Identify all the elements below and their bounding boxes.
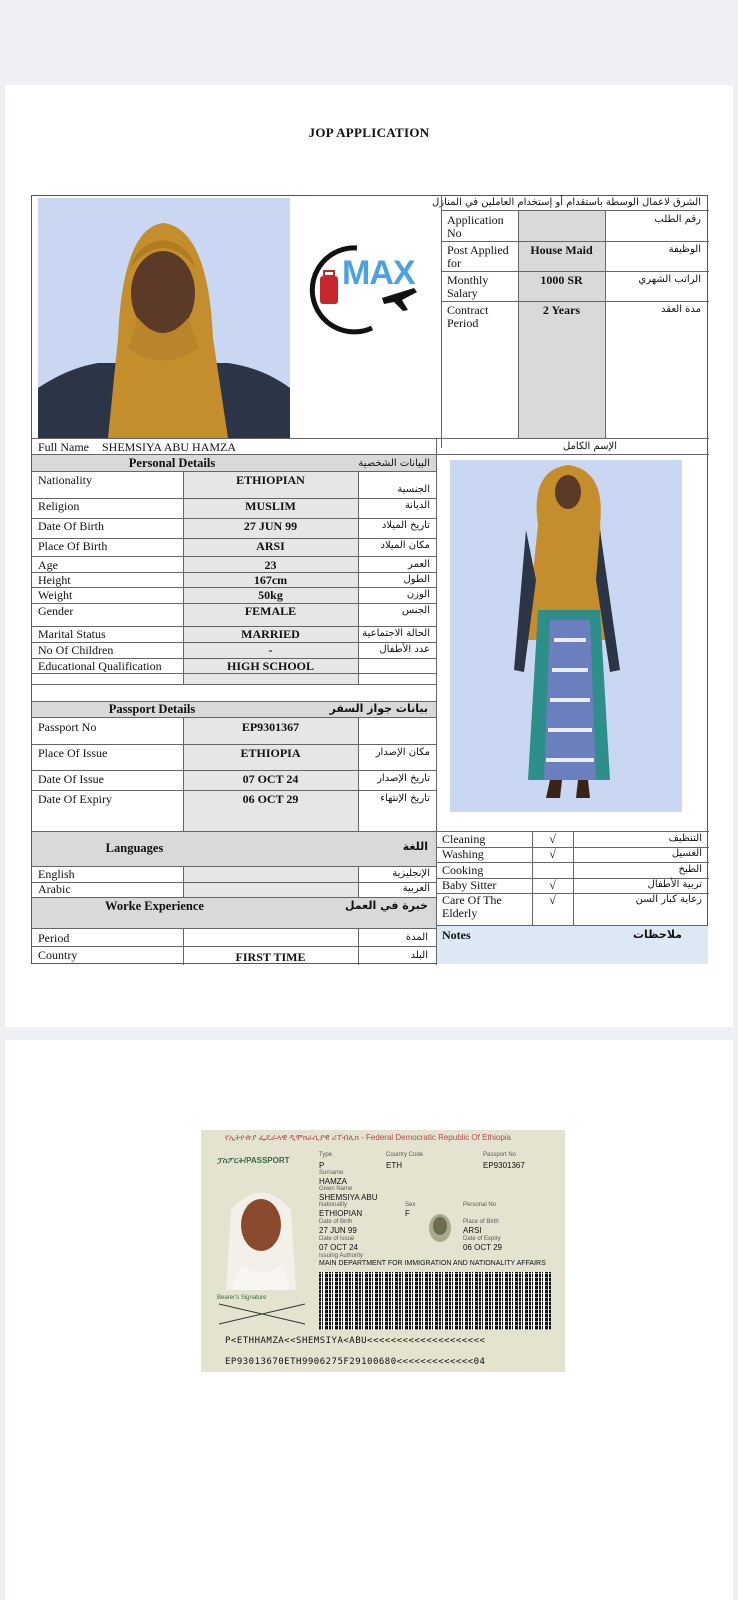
skill-check-3: √: [549, 878, 556, 892]
personal-no-label: Personal No: [463, 1202, 497, 1208]
passport-ghost-photo: [425, 1210, 455, 1246]
logo-text: MAX: [342, 254, 415, 292]
signature-label: Bearer's Signature: [217, 1295, 267, 1301]
passport-no-label: Passport No: [483, 1152, 517, 1158]
salary-value: 1000 SR: [540, 273, 583, 287]
skill-arabic-3: تربية الأطفال: [647, 879, 702, 890]
experience-title: Worke Experience: [105, 899, 204, 913]
passport-arabic-2: تاريخ الإصدار: [377, 773, 430, 784]
language-arabic-1: العربية: [402, 883, 430, 894]
personal-arabic-5: الطول: [403, 574, 430, 585]
contract-arabic: مدة العقد: [661, 304, 701, 315]
personal-details-arabic: البيانات الشخصية: [358, 458, 430, 469]
personal-label-8: Marital Status: [38, 627, 106, 641]
passport-scan: [201, 1130, 565, 1372]
skill-check-1: √: [549, 847, 556, 861]
full-body-photo: [450, 460, 682, 812]
personal-value-7: FEMALE: [244, 604, 297, 618]
authority-label: Issuing Authority: [319, 1253, 364, 1259]
personal-arabic-4: العمر: [408, 559, 430, 570]
form-title: JOP APPLICATION: [308, 125, 430, 140]
skill-label-4: Care Of The Elderly: [442, 893, 502, 920]
doi-value: 07 OCT 24: [319, 1243, 358, 1252]
personal-value-9: -: [268, 643, 273, 657]
dob-value: 27 JUN 99: [319, 1226, 357, 1235]
passport-doc-label: ፓስፖርት/PASSPORT: [217, 1156, 290, 1165]
full-name-arabic: الإسم الكامل: [562, 441, 617, 452]
post-value: House Maid: [530, 243, 593, 257]
languages-arabic: اللغة: [402, 840, 428, 853]
passport-label-3: Date Of Expiry: [38, 792, 112, 806]
passport-label-2: Date Of Issue: [38, 772, 104, 786]
passport-details-arabic: بيانات جواز السفر: [329, 702, 428, 715]
doe-label: Date of Expiry: [463, 1236, 501, 1242]
passport-photo: [221, 1180, 301, 1290]
personal-value-5: 167cm: [253, 573, 288, 587]
skill-label-2: Cooking: [442, 863, 484, 877]
personal-value-4: 23: [264, 558, 277, 572]
language-label-0: English: [38, 867, 75, 881]
type-value: P: [319, 1161, 325, 1170]
full-name-value: SHEMSIYA ABU HAMZA: [102, 440, 237, 454]
personal-label-2: Date Of Birth: [38, 519, 104, 533]
passport-value-1: ETHIOPIA: [240, 746, 301, 760]
skill-label-0: Cleaning: [442, 832, 486, 846]
personal-label-6: Weight: [38, 588, 73, 602]
pob-value: ARSI: [463, 1226, 482, 1235]
mrz-line-1: P<ETHHAMZA<<SHEMSIYA<ABU<<<<<<<<<<<<<<<<<<<<: [225, 1336, 486, 1346]
personal-details-title: Personal Details: [128, 456, 216, 470]
language-arabic-0: الإنجليزية: [392, 868, 430, 879]
personal-label-4: Age: [38, 558, 58, 572]
passport-no-value: EP9301367: [483, 1161, 525, 1170]
skill-arabic-1: الغسيل: [671, 848, 702, 859]
passport-label-1: Place Of Issue: [38, 746, 108, 760]
post-label: Post Applied for: [447, 243, 509, 270]
salary-arabic: الراتب الشهري: [638, 274, 701, 285]
nationality-value: ETHIOPIAN: [319, 1209, 363, 1218]
portrait-photo: [38, 198, 290, 438]
personal-value-1: MUSLIM: [245, 499, 296, 513]
passport-value-2: 07 OCT 24: [242, 772, 299, 786]
personal-arabic-0: الجنسية: [397, 484, 430, 495]
country-code-value: ETH: [386, 1161, 402, 1170]
passport-header: የኢትዮጵያ ፌዴራላዊ ዲሞክራሲያዊ ሪፐብሊክ - Federal Democratic Republic Of Ethiopia: [225, 1133, 511, 1142]
surname-value: HAMZA: [319, 1177, 347, 1186]
personal-label-0: Nationality: [38, 473, 92, 487]
skill-check-0: √: [549, 832, 556, 846]
passport-arabic-1: مكان الإصدار: [375, 747, 430, 758]
personal-label-5: Height: [38, 573, 71, 587]
period-label: Period: [38, 931, 70, 945]
sex-label: Sex: [405, 1202, 416, 1208]
skill-arabic-4: رعاية كبار السن: [635, 894, 702, 905]
country-arabic: البلد: [410, 950, 428, 961]
application-form-page: [5, 85, 733, 1027]
app-no-arabic: رقم الطلب: [654, 214, 701, 225]
passport-value-0: EP9301367: [241, 720, 300, 734]
form-table: [31, 195, 708, 964]
mrz-line-2: EP93013670ETH9906275F29100680<<<<<<<<<<<<<04: [225, 1357, 486, 1367]
personal-label-1: Religion: [38, 499, 80, 513]
post-arabic: الوظيفة: [668, 244, 701, 255]
skill-arabic-0: التنظيف: [668, 833, 702, 844]
app-no-label: Application No: [447, 213, 504, 240]
personal-arabic-7: الجنس: [401, 605, 430, 616]
dob-label: Date of Birth: [319, 1219, 353, 1225]
passport-details-title: Passport Details: [108, 702, 196, 716]
country-value: FIRST TIME: [235, 950, 306, 964]
doi-label: Date of Issue: [319, 1236, 355, 1242]
personal-arabic-1: الديانة: [404, 500, 430, 511]
passport-value-3: 06 OCT 29: [242, 792, 299, 806]
personal-value-10: HIGH SCHOOL: [226, 659, 315, 673]
contract-value: 2 Years: [542, 303, 581, 317]
skill-arabic-2: الطبخ: [678, 864, 702, 875]
full-name-label: Full Name: [38, 440, 89, 454]
given-name-value: SHEMSIYA ABU: [319, 1193, 378, 1202]
personal-value-0: ETHIOPIAN: [236, 473, 305, 487]
salary-label: Monthly Salary: [447, 273, 489, 300]
signature-cross: [217, 1302, 307, 1326]
skill-label-1: Washing: [442, 847, 484, 861]
doe-value: 06 OCT 29: [463, 1243, 502, 1252]
personal-label-7: Gender: [38, 604, 74, 618]
personal-arabic-6: الوزن: [406, 589, 430, 600]
personal-arabic-8: الحالة الاجتماعية: [362, 628, 430, 639]
authority-value: MAIN DEPARTMENT FOR IMMIGRATION AND NATIONALITY AFFAIRS: [319, 1260, 546, 1267]
country-code-label: Country Code: [386, 1152, 424, 1158]
personal-label-3: Place Of Birth: [38, 539, 108, 553]
personal-value-8: MARRIED: [241, 627, 300, 641]
personal-value-2: 27 JUN 99: [243, 519, 298, 533]
pob-label: Place of Birth: [463, 1219, 499, 1225]
personal-arabic-3: مكان الميلاد: [380, 540, 430, 551]
period-arabic: المدة: [405, 932, 428, 943]
type-label: Type: [319, 1152, 333, 1158]
passport-label-0: Passport No: [38, 720, 97, 734]
language-label-1: Arabic: [38, 882, 71, 896]
passport-arabic-3: تاريخ الإنتهاء: [380, 793, 430, 804]
agency-arabic-name: الشرق لاعمال الوسطة باستقدام أو إستخدام العاملين في المنازل: [432, 197, 701, 208]
personal-arabic-2: تاريخ الميلاد: [381, 520, 430, 531]
personal-value-6: 50kg: [258, 588, 283, 602]
personal-label-9: No Of Children: [38, 643, 114, 657]
personal-value-3: ARSI: [256, 539, 285, 553]
agency-logo: [302, 236, 427, 336]
contract-label: Contract Period: [447, 303, 489, 330]
skill-label-3: Baby Sitter: [442, 878, 497, 892]
notes-label: Notes: [442, 928, 471, 942]
notes-arabic: ملاحظات: [633, 928, 682, 941]
skill-check-4: √: [549, 893, 556, 907]
personal-arabic-9: عدد الأطفال: [379, 644, 430, 655]
given-name-label: Given Name: [319, 1186, 353, 1192]
country-label: Country: [38, 948, 78, 962]
nationality-label: Nationality: [319, 1202, 348, 1208]
passport-scan-page: [5, 1040, 733, 1600]
surname-label: Surname: [319, 1170, 344, 1176]
personal-label-10: Educational Qualification: [38, 659, 162, 673]
experience-arabic: خبرة في العمل: [344, 899, 428, 912]
sex-value: F: [405, 1209, 410, 1218]
languages-title: Languages: [105, 841, 164, 855]
